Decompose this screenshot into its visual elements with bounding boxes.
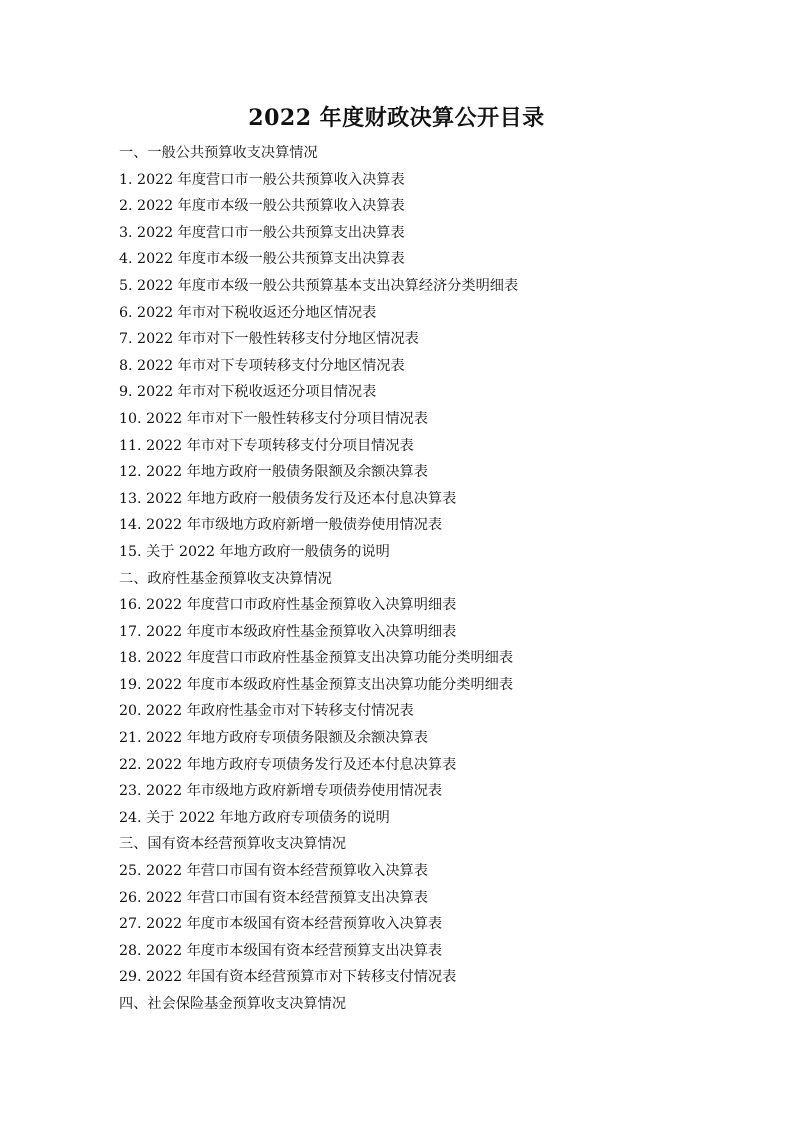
toc-item: 12. 2022 年地方政府一般债务限额及余额决算表 bbox=[119, 464, 428, 481]
toc-item: 1. 2022 年度营口市一般公共预算收入决算表 bbox=[119, 171, 405, 188]
toc-item: 17. 2022 年度市本级政府性基金预算收入决算明细表 bbox=[119, 623, 457, 640]
page-title: 2022 年度财政决算公开目录 bbox=[248, 105, 545, 131]
table-of-contents bbox=[119, 140, 739, 1018]
toc-item: 28. 2022 年度市本级国有资本经营预算支出决算表 bbox=[119, 942, 443, 959]
toc-item: 7. 2022 年市对下一般性转移支付分地区情况表 bbox=[119, 331, 419, 348]
toc-item: 8. 2022 年市对下专项转移支付分地区情况表 bbox=[119, 357, 405, 374]
toc-item: 11. 2022 年市对下专项转移支付分项目情况表 bbox=[119, 437, 414, 454]
toc-section-heading: 二、政府性基金预算收支决算情况 bbox=[119, 570, 332, 587]
toc-item: 29. 2022 年国有资本经营预算市对下转移支付情况表 bbox=[119, 969, 457, 986]
toc-section-heading: 四、社会保险基金预算收支决算情况 bbox=[119, 996, 347, 1012]
toc-item: 19. 2022 年度市本级政府性基金预算支出决算功能分类明细表 bbox=[119, 676, 514, 693]
toc-section-heading: 三、国有资本经营预算收支决算情况 bbox=[119, 836, 347, 853]
toc-item: 14. 2022 年市级地方政府新增一般债券使用情况表 bbox=[119, 517, 443, 534]
toc-item: 9. 2022 年市对下税收返还分项目情况表 bbox=[119, 384, 377, 401]
toc-item: 24. 关于 2022 年地方政府专项债务的说明 bbox=[119, 809, 390, 826]
toc-item: 22. 2022 年地方政府专项债务发行及还本付息决算表 bbox=[119, 756, 457, 773]
toc-item: 4. 2022 年度市本级一般公共预算支出决算表 bbox=[119, 251, 405, 268]
toc-item: 25. 2022 年营口市国有资本经营预算收入决算表 bbox=[119, 863, 428, 880]
toc-item: 13. 2022 年地方政府一般债务发行及还本付息决算表 bbox=[119, 490, 457, 507]
toc-item: 27. 2022 年度市本级国有资本经营预算收入决算表 bbox=[119, 916, 443, 933]
toc-item: 18. 2022 年度营口市政府性基金预算支出决算功能分类明细表 bbox=[119, 650, 514, 667]
toc-item: 21. 2022 年地方政府专项债务限额及余额决算表 bbox=[119, 730, 428, 747]
toc-section-heading: 一、一般公共预算收支决算情况 bbox=[119, 145, 318, 161]
toc-item: 23. 2022 年市级地方政府新增专项债券使用情况表 bbox=[119, 783, 443, 800]
toc-item: 16. 2022 年度营口市政府性基金预算收入决算明细表 bbox=[119, 597, 457, 614]
toc-item: 10. 2022 年市对下一般性转移支付分项目情况表 bbox=[119, 410, 428, 427]
toc-item: 15. 关于 2022 年地方政府一般债务的说明 bbox=[119, 543, 390, 560]
toc-item: 2. 2022 年度市本级一般公共预算收入决算表 bbox=[119, 198, 405, 215]
toc-item: 6. 2022 年市对下税收返还分地区情况表 bbox=[119, 304, 377, 321]
toc-item: 20. 2022 年政府性基金市对下转移支付情况表 bbox=[119, 703, 414, 720]
toc-item: 3. 2022 年度营口市一般公共预算支出决算表 bbox=[119, 224, 405, 241]
toc-item: 5. 2022 年度市本级一般公共预算基本支出决算经济分类明细表 bbox=[119, 277, 519, 294]
toc-item: 26. 2022 年营口市国有资本经营预算支出决算表 bbox=[119, 889, 428, 906]
